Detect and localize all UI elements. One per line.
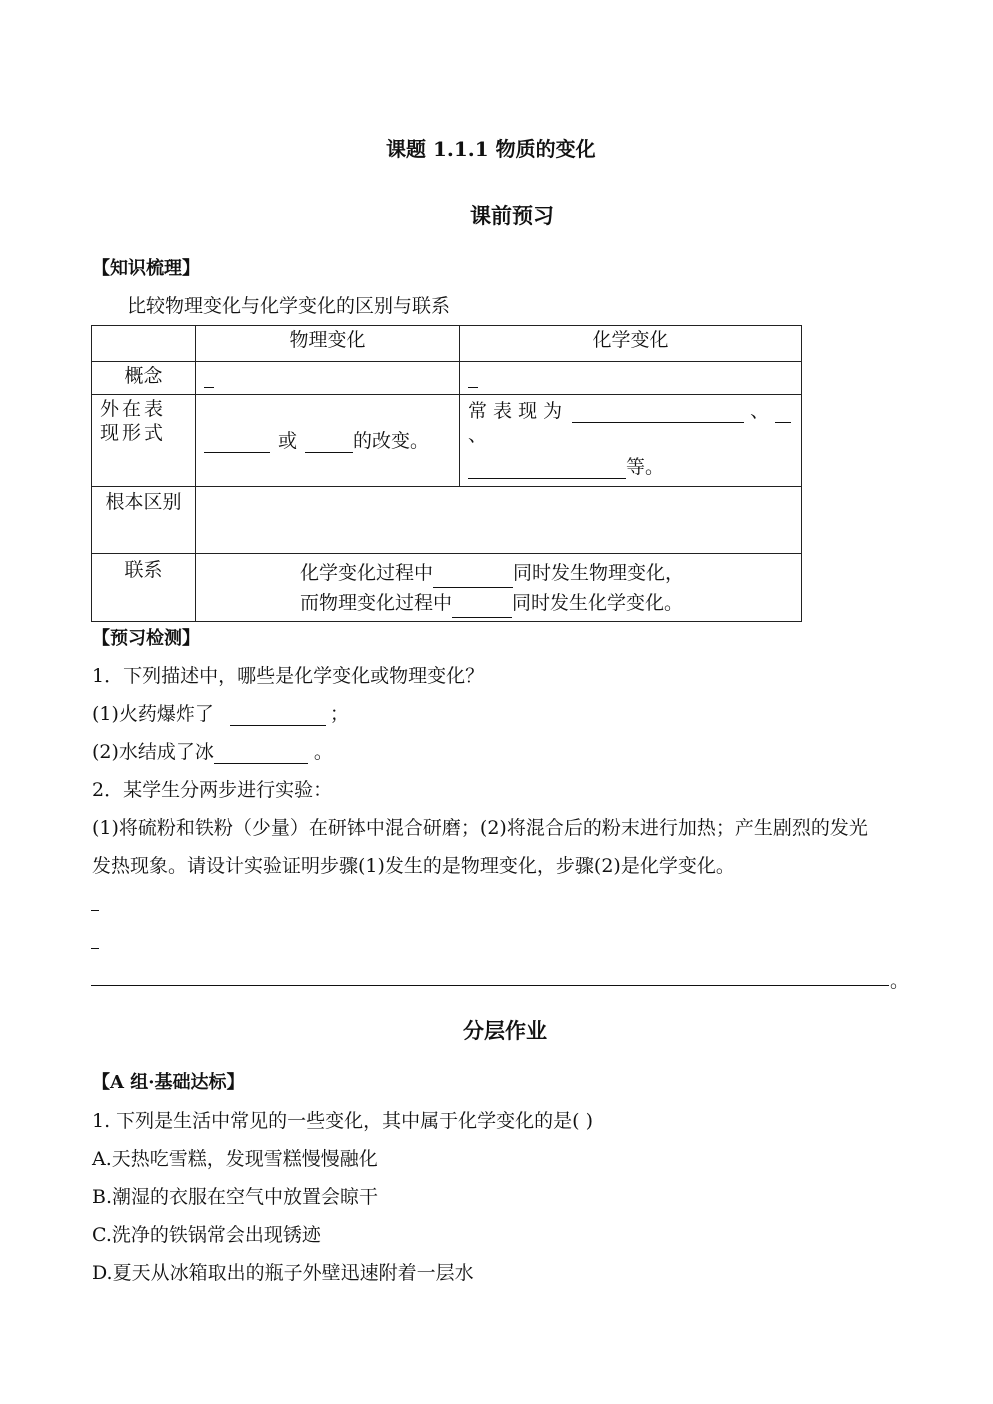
check-q1-b: (2)水结成了冰: [92, 741, 214, 763]
diff-cell: [196, 487, 802, 554]
knowledge-label: 【知识梳理】: [92, 258, 200, 279]
group-a-q1: 1. 下列是生活中常见的一些变化，其中属于化学变化的是( ): [92, 1110, 594, 1132]
form-blank-5: [468, 459, 626, 479]
check-q1-a: (1)火药爆炸了: [92, 703, 214, 725]
row-header-link: 联系: [92, 554, 196, 622]
comparison-table: [91, 325, 802, 622]
col-header-chemical: 化学变化: [460, 326, 802, 362]
form-physical-end: 的改变。: [353, 429, 430, 452]
col-header-physical: 物理变化: [196, 326, 460, 362]
form-chemical-cell: [460, 395, 802, 487]
check-q1-b-blank: [214, 744, 308, 764]
form-chemical-sep: 、: [750, 400, 770, 422]
form-blank-2: [305, 433, 353, 453]
concept-physical-cell: [196, 362, 460, 395]
option-b: B.潮湿的衣服在空气中放置会晾干: [92, 1186, 379, 1208]
page-title: 课题 1.1.1 物质的变化: [386, 137, 596, 161]
check-q2-body-2: 发热现象。请设计实验证明步骤(1)发生的是物理变化，步骤(2)是化学变化。: [92, 855, 735, 877]
answer-end: 。: [890, 970, 910, 992]
group-a-label: 【A 组·基础达标】: [92, 1072, 245, 1093]
form-blank-3: [572, 403, 744, 423]
knowledge-intro: 比较物理变化与化学变化的区别与联系: [127, 295, 451, 317]
form-chemical-start: 常 表 现 为: [468, 400, 563, 422]
form-blank-1: [204, 433, 270, 453]
form-physical-cell: [196, 395, 460, 487]
check-q1: 1．下列描述中，哪些是化学变化或物理变化？: [92, 665, 485, 687]
row-header-concept: 概念: [92, 362, 196, 395]
link-line2-a: 而物理变化过程中: [300, 592, 453, 614]
row-header-form: 外在表现形式: [92, 395, 196, 487]
check-q2: 2．某学生分两步进行实验：: [92, 779, 333, 801]
link-line1-a: 化学变化过程中: [300, 562, 434, 584]
check-q1-a-end: ；: [329, 703, 349, 725]
form-chemical-end: 等。: [626, 456, 665, 478]
row-header-diff: 根本区别: [92, 487, 196, 554]
check-label: 【预习检测】: [92, 628, 200, 649]
preview-heading: 课前预习: [470, 203, 554, 228]
option-c: C.洗净的铁锅常会出现锈迹: [92, 1224, 321, 1246]
answer-line-3: [91, 985, 889, 986]
concept-chemical-blank: [468, 368, 478, 388]
check-q1-b-line: [92, 737, 333, 764]
link-line2-b: 同时发生化学变化。: [512, 592, 684, 614]
link-blank-1: [433, 568, 513, 588]
form-physical-or: 或: [278, 429, 298, 452]
concept-physical-blank: [204, 368, 214, 388]
check-q1-a-line: [92, 699, 349, 726]
option-a: A.天热吃雪糕，发现雪糕慢慢融化: [92, 1148, 378, 1170]
form-blank-4: [775, 403, 791, 423]
check-q1-b-end: 。: [313, 741, 333, 763]
link-blank-2: [452, 598, 512, 618]
concept-chemical-cell: [460, 362, 802, 395]
answer-line-2: [91, 948, 99, 949]
link-cell: [196, 554, 802, 622]
form-chemical-sep2: 、: [468, 424, 488, 446]
check-q2-body-1: (1)将硫粉和铁粉（少量）在研钵中混合研磨；(2)将混合后的粉末进行加热；产生剧烈的发光: [92, 817, 868, 839]
check-q1-a-blank: [230, 706, 326, 726]
option-d: D.夏天从冰箱取出的瓶子外壁迅速附着一层水: [92, 1262, 474, 1284]
table-corner-cell: [92, 326, 196, 362]
link-line1-b: 同时发生物理变化，: [513, 562, 685, 584]
answer-line-1: [91, 910, 99, 911]
homework-heading: 分层作业: [463, 1018, 547, 1043]
